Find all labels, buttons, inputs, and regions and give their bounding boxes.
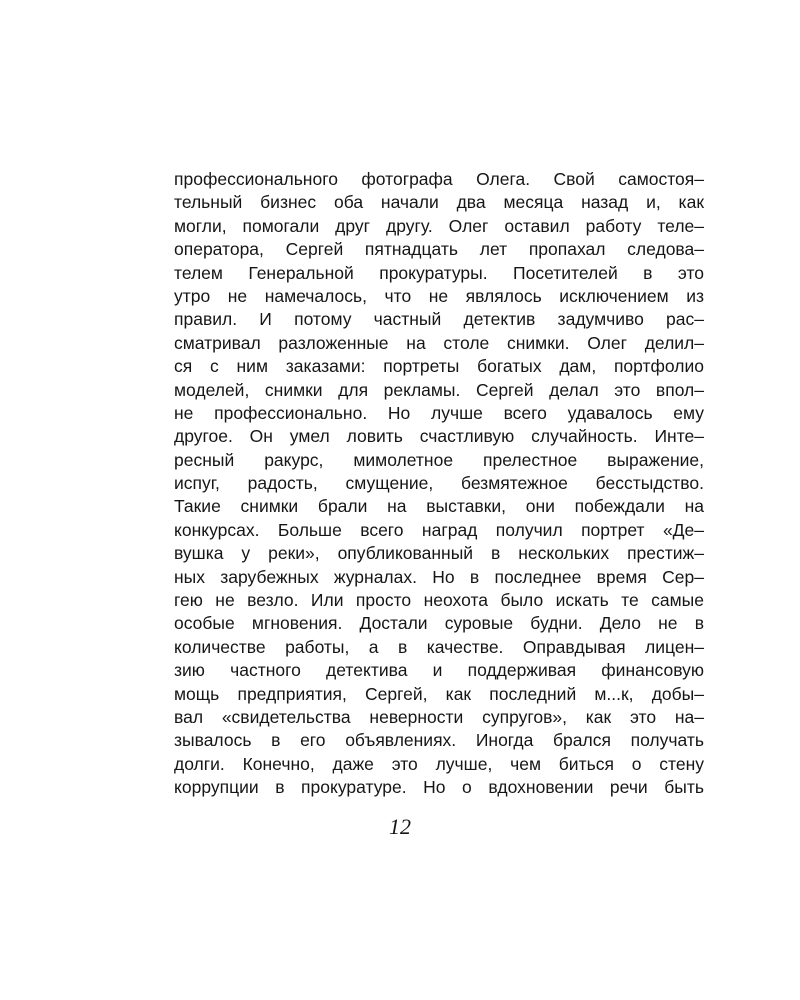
text-line: ресный ракурс, мимолетное прелестное выражение, <box>174 449 704 470</box>
text-line: тельный бизнес оба начали два месяца назад и, как <box>174 192 704 213</box>
text-line: телем Генеральной прокуратуры. Посетителей в это <box>174 262 704 283</box>
text-line: зывалось в его объявлениях. Иногда брался получать <box>174 730 704 751</box>
text-line: Такие снимки брали на выставки, они побеждали на <box>174 496 704 517</box>
text-line: конкурсах. Больше всего наград получил портрет «Де– <box>174 519 704 540</box>
text-line: мощь предприятия, Сергей, как последний м...к, добы– <box>174 683 704 704</box>
text-line: коррупции в прокуратуре. Но о вдохновении речи быть <box>174 777 704 798</box>
text-line: могли, помогали друг другу. Олег оставил работу теле– <box>174 215 704 236</box>
text-line: особые мгновения. Достали суровые будни. Дело не в <box>174 613 704 634</box>
text-line: утро не намечалось, что не являлось исключением из <box>174 285 704 306</box>
text-line: профессионального фотографа Олега. Свой самостоя– <box>174 169 704 189</box>
text-line: испуг, радость, смущение, безмятежное бесстыдство. <box>174 473 704 494</box>
text-line: зию частного детектива и поддерживая финансовую <box>174 660 704 681</box>
body-text <box>174 168 704 800</box>
text-line: вал «свидетельства неверности супругов», как это на– <box>174 706 704 727</box>
text-line: не профессионально. Но лучше всего удавалось ему <box>174 402 704 423</box>
text-line: оператора, Сергей пятнадцать лет пропахал следова– <box>174 239 704 260</box>
text-line: правил. И потому частный детектив задумчиво рас– <box>174 309 704 330</box>
text-line: ся с ним заказами: портреты богатых дам, портфолио <box>174 356 704 377</box>
text-line: сматривал разложенные на столе снимки. Олег делил– <box>174 332 704 353</box>
text-line: долги. Конечно, даже это лучше, чем биться о стену <box>174 753 704 774</box>
text-line: количестве работы, а в качестве. Оправдывая лицен– <box>174 636 704 657</box>
text-line: моделей, снимки для рекламы. Сергей делал это впол– <box>174 379 704 400</box>
text-line: вушка у реки», опубликованный в нескольких престиж– <box>174 543 704 564</box>
page-number: 12 <box>389 814 411 839</box>
text-line: другое. Он умел ловить счастливую случайность. Инте– <box>174 426 704 447</box>
text-line: ных зарубежных журналах. Но в последнее время Сер– <box>174 566 704 587</box>
text-line: гею не везло. Или просто неохота было искать те самые <box>174 590 704 611</box>
